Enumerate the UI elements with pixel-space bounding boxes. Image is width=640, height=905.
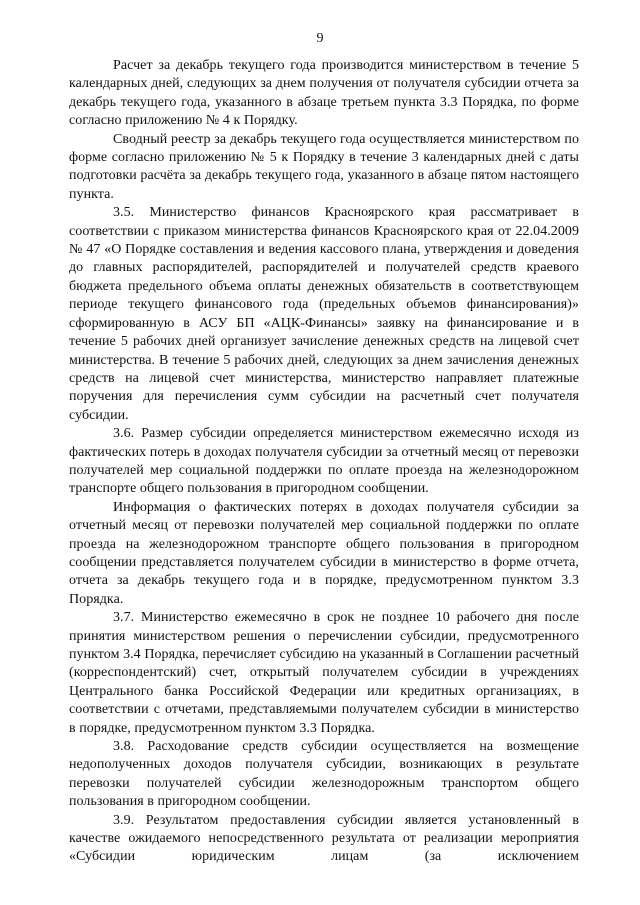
paragraph-3-9: 3.9. Результатом предоставления субсидии является установленный в качестве ожидаемого непосредственного результата от реализации мероприятия «Субсидии юридическим лицам (за исключением [69,812,579,865]
paragraph-3-8: 3.8. Расходование средств субсидии осуществляется на возмещение недополученных доходов получателя субсидии, возникающих в результате перевозки получателей субсидии железнодорожным транспортом общего пользования в пригородном сообщении. [69,739,579,810]
paragraph-loss-information: Информация о фактических потерях в доходах получателя субсидии за отчетный месяц от перевозки получателей мер социальной поддержки по оплате проезда на железнодорожном транспорте общего пользования в пригородном сообщении представляется получателем субсидии в министерство в форме отчета, отчета за декабрь текущего года и в порядке, предусмотренном пунктом 3.3 Порядка. [69,499,579,607]
paragraph-3-5: 3.5. Министерство финансов Красноярского края рассматривает в соответствии с приказом министерства финансов Красноярского края от 22.04.2009 № 47 «О Порядке составления и ведения кассового плана, утверждения и доведения до главных распорядителей, распорядителей и получателей средств краевого бюджета предельного объема оплаты денежных обязательств в соответствующем периоде текущего финансового года (предельных объемов финансирования)» сформированную в АСУ БП «АЦК-Финансы» заявку на финансирование и в течение 5 рабочих дней организует зачисление денежных средств на лицевой счет министерства. В течение 5 рабочих дней, следующих за днем зачисления денежных средств на лицевой счет министерства, министерство направляет платежные поручения для перечисления сумм субсидии на расчетный счет получателя субсидии. [69,205,579,423]
paragraph-december-calculation: Расчет за декабрь текущего года производится министерством в течение 5 календарных дней, следующих за днем получения от получателя субсидии отчета за декабрь текущего года, указанного в абзаце третьем пункта 3.3 Порядка, по форме согласно приложению № 4 к Порядку. [69,58,579,129]
document-body [69,57,579,867]
paragraph-3-7: 3.7. Министерство ежемесячно в срок не позднее 10 рабочего дня после принятия министерством решения о перечислении субсидии, предусмотренного пунктом 3.4 Порядка, перечисляет субсидию на указанный в Соглашении расчетный (корреспондентский) счет, открытый получателем субсидии в учреждениях Центрального банка Российской Федерации или кредитных организациях, в соответствии с отчетами, представляемыми получателем субсидии в министерство в порядке, предусмотренном пунктом 3.3 Порядка. [69,610,579,736]
paragraph-3-6: 3.6. Размер субсидии определяется министерством ежемесячно исходя из фактических потерь в доходах получателя субсидии за отчетный месяц от перевозки получателей мер социальной поддержки по оплате проезда на железнодорожном транспорте общего пользования в пригородном сообщении. [69,426,579,497]
page-number: 9 [316,31,324,46]
paragraph-consolidated-register: Сводный реестр за декабрь текущего года осуществляется министерством по форме согласно приложению № 5 к Порядку в течение 3 календарных дней с даты подготовки расчёта за декабрь текущего года, указанного в абзаце пятом настоящего пункта. [69,131,579,202]
